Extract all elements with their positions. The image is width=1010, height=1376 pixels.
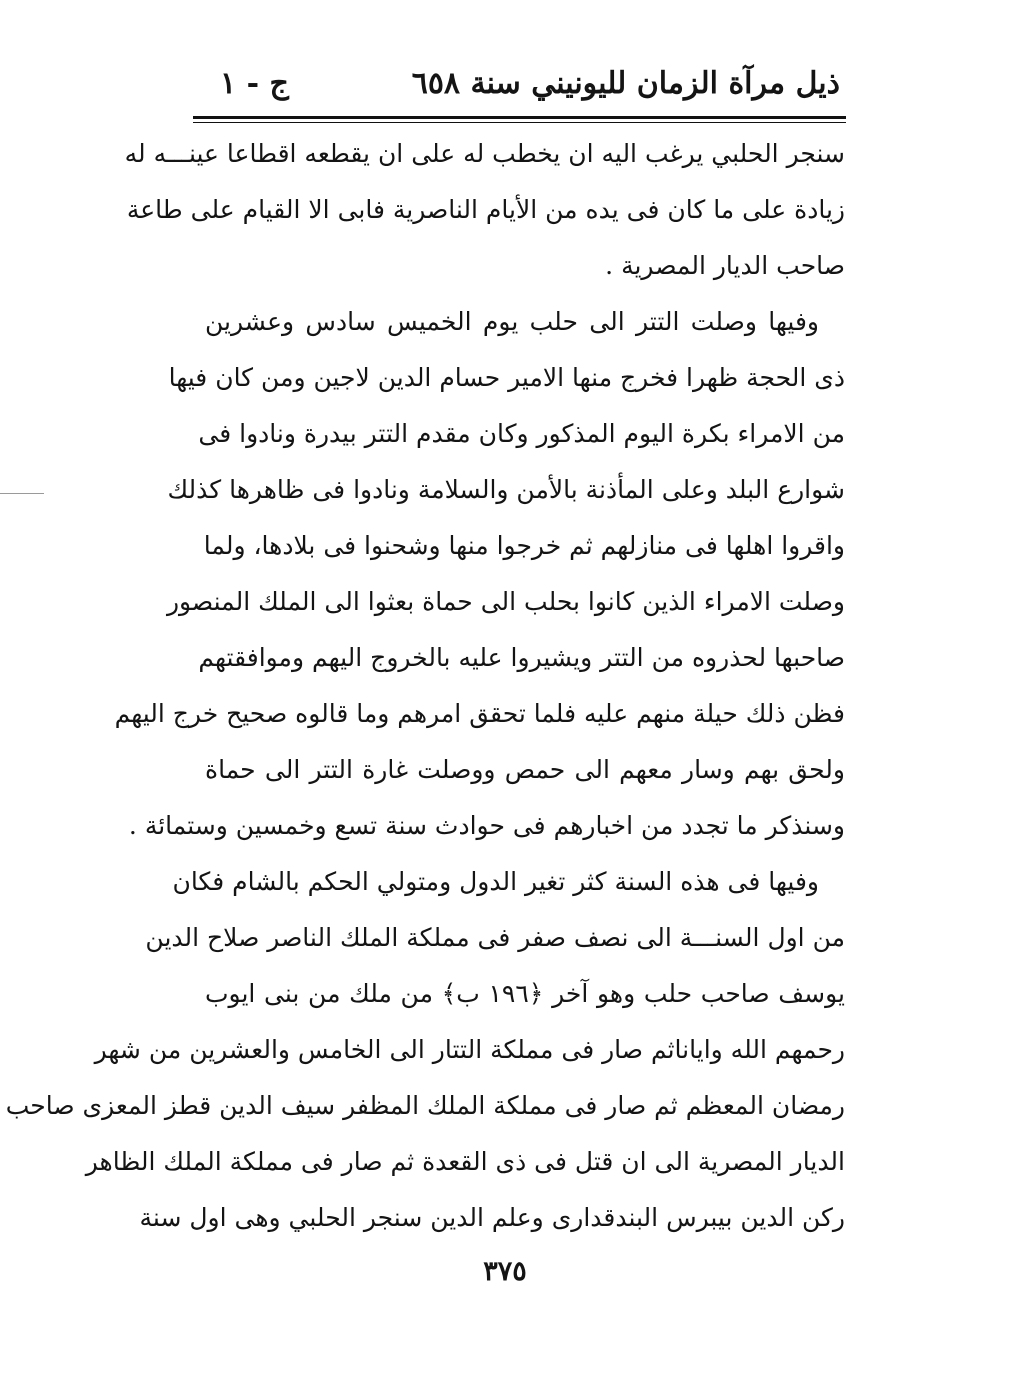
text-line: وفيها وصلت التتر الى حلب يوم الخميس سادس وعشرين	[205, 307, 819, 336]
text-line: شوارع البلد وعلى المأذنة بالأمن والسلامة ونادوا فى ظاهرها كذلك	[167, 475, 845, 504]
text-line: من اول السنـــة الى نصف صفر فى مملكة الملك الناصر صلاح الدين	[145, 923, 845, 952]
text-line: يوسف صاحب حلب وهو آخر ﴿١٩٦ ب﴾ من ملك من بنى ايوب	[205, 979, 845, 1008]
text-line: ركن الدين بيبرس البندقدارى وعلم الدين سنجر الحلبي وهى اول سنة	[139, 1203, 845, 1232]
margin-mark	[0, 493, 44, 494]
header-rule-thin	[193, 122, 846, 123]
text-line: سنجر الحلبي يرغب اليه ان يخطب له على ان يقطعه اقطاعا عينـــه له	[124, 139, 845, 168]
text-line: وصلت الامراء الذين كانوا بحلب الى حماة بعثوا الى الملك المنصور	[166, 587, 845, 616]
text-line: واقروا اهلها فى منازلهم ثم خرجوا منها وشحنوا فى بلادها، ولما	[203, 531, 845, 560]
text-line: رحمهم الله واياناثم صار فى مملكة التتار الى الخامس والعشرين من شهر	[94, 1035, 845, 1064]
header-rule-thick	[193, 116, 846, 119]
text-line: وفيها فى هذه السنة كثر تغير الدول ومتولي الحكم بالشام فكان	[172, 867, 819, 896]
volume-part: ج - ١	[220, 66, 289, 101]
text-line: صاحبها لحذروه من التتر ويشيروا عليه بالخروج اليهم وموافقتهم	[198, 643, 845, 672]
text-line: الديار المصرية الى ان قتل فى ذى القعدة ثم صار فى مملكة الملك الظاهر	[85, 1147, 845, 1176]
text-line: وسنذكر ما تجدد من اخبارهم فى حوادث سنة تسع وخمسين وستمائة .	[128, 811, 845, 840]
running-title: ذيل مرآة الزمان لليونيني سنة ٦٥٨	[411, 66, 840, 101]
text-line: ولحق بهم وسار معهم الى حمص ووصلت غارة التتر الى حماة	[205, 755, 845, 784]
text-line: من الامراء بكرة اليوم المذكور وكان مقدم التتر بيدرة ونادوا فى	[198, 419, 845, 448]
text-line: رمضان المعظم ثم صار فى مملكة الملك المظفر سيف الدين قطز المعزى صاحب	[5, 1091, 845, 1120]
text-line: ذى الحجة ظهرا فخرج منها الامير حسام الدين لاجين ومن كان فيها	[168, 363, 845, 392]
running-header	[210, 62, 840, 112]
page-number: ٣٧٥	[483, 1256, 527, 1287]
text-line: صاحب الديار المصرية .	[605, 251, 845, 280]
body-text	[5, 126, 845, 1246]
text-line: زيادة على ما كان فى يده من الأيام الناصرية فابى الا القيام على طاعة	[126, 195, 845, 224]
text-line: فظن ذلك حيلة منهم عليه فلما تحقق امرهم وما قالوه صحيح خرج اليهم	[114, 699, 845, 728]
